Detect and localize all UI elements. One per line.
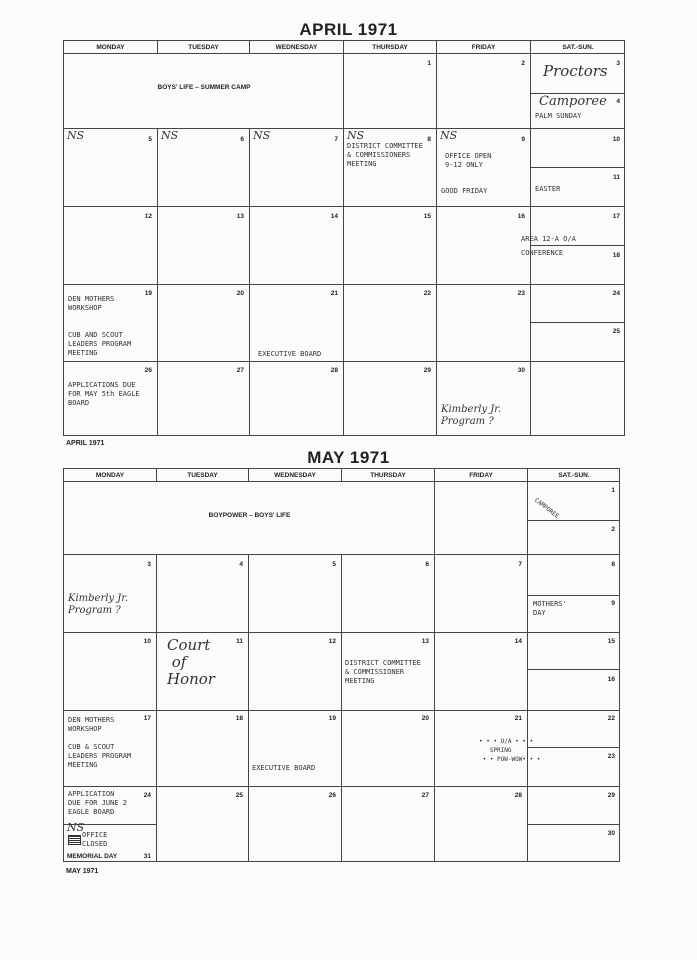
april-day-29 — [344, 362, 437, 436]
day-number: 10 — [143, 638, 151, 645]
april-day-20 — [158, 285, 250, 362]
day-number: 26 — [328, 792, 336, 799]
handwritten-proctors: Proctors — [543, 62, 608, 80]
ns-note: NS — [253, 129, 271, 142]
area-conference-note: AREA 12-A O/A — [521, 235, 576, 243]
ns-note: NS — [67, 821, 85, 834]
day-number: 31 — [143, 853, 151, 860]
may-day-24 — [64, 787, 157, 825]
april-day-8 — [344, 129, 437, 207]
april-day-14 — [250, 207, 344, 285]
april-day-25 — [531, 323, 625, 362]
may-day-28 — [435, 787, 528, 862]
day-number: 21 — [514, 715, 522, 722]
may-day-26 — [249, 787, 342, 862]
day-number: 7 — [334, 136, 338, 143]
april-day-16 — [437, 207, 531, 285]
may-day-22 — [528, 711, 620, 748]
may-day-29 — [528, 787, 620, 825]
palm-sunday-label: PALM SUNDAY — [535, 112, 582, 120]
may-day-27 — [342, 787, 435, 862]
handwritten-kimberly-program: Kimberly Jr. Program ? — [68, 593, 129, 616]
day-number: 28 — [514, 792, 522, 799]
applications-due-note: APPLICATIONS DUE FOR MAY 5th EAGLE BOARD — [68, 381, 140, 407]
day-number: 19 — [328, 715, 336, 722]
april-day-26 — [64, 362, 158, 436]
april-day-18 — [521, 246, 625, 285]
den-mothers-note: DEN MOTHERS WORKSHOP — [68, 295, 115, 312]
day-number: 22 — [607, 715, 615, 722]
april-empty-weekend — [531, 362, 625, 436]
day-number: 12 — [144, 213, 152, 220]
header-monday: MONDAY — [64, 41, 158, 54]
april-day-12 — [64, 207, 158, 285]
ns-note: NS — [440, 129, 458, 142]
office-open-note: OFFICE OPEN 9-12 ONLY — [445, 152, 492, 169]
header-tuesday: TUESDAY — [158, 41, 250, 54]
day-number: 5 — [148, 136, 152, 143]
april-day-2 — [437, 54, 531, 129]
header-friday: FRIDAY — [437, 41, 531, 54]
cub-scout-meeting-note: CUB AND SCOUT LEADERS PROGRAM MEETING — [68, 331, 132, 357]
april-day-4 — [531, 94, 625, 129]
day-number: 15 — [423, 213, 431, 220]
day-number: 9 — [611, 600, 615, 607]
executive-board-note: EXECUTIVE BOARD — [252, 764, 316, 772]
day-number: 22 — [423, 290, 431, 297]
day-number: 25 — [235, 792, 243, 799]
may-day-30 — [528, 825, 620, 862]
conference-label: CONFERENCE — [521, 249, 564, 257]
day-number: 2 — [611, 526, 615, 533]
ns-note: NS — [347, 129, 365, 142]
april-title: APRIL 1971 — [299, 20, 398, 39]
day-number: 3 — [616, 60, 620, 67]
camporee-note: CAMPOREE — [533, 496, 561, 521]
may-day-14 — [435, 633, 528, 711]
day-number: 25 — [612, 328, 620, 335]
handwritten-camporee: Camporee — [539, 94, 607, 109]
cub-scout-meeting-note: CUB & SCOUT LEADERS PROGRAM MEETING — [68, 743, 132, 769]
header-friday: FRIDAY — [435, 469, 528, 482]
header-wednesday: WEDNESDAY — [249, 469, 342, 482]
may-footer: MAY 1971 — [66, 868, 99, 875]
day-number: 10 — [612, 136, 620, 143]
ns-note: NS — [161, 129, 179, 142]
day-number: 16 — [517, 213, 525, 220]
application-due-note: APPLICATION DUE FOR JUNE 2 EAGLE BOARD — [68, 790, 128, 816]
day-number: 13 — [421, 638, 429, 645]
day-number: 29 — [607, 792, 615, 799]
may-day-10 — [64, 633, 157, 711]
day-number: 17 — [143, 715, 151, 722]
day-number: 27 — [421, 792, 429, 799]
day-number: 23 — [517, 290, 525, 297]
executive-board-note: EXECUTIVE BOARD — [258, 350, 322, 358]
may-empty-friday — [435, 482, 528, 555]
day-number: 20 — [236, 290, 244, 297]
may-day-18 — [157, 711, 249, 787]
day-number: 6 — [425, 561, 429, 568]
may-day-7 — [435, 555, 528, 633]
may-day-15 — [528, 633, 620, 670]
day-number: 1 — [427, 60, 431, 67]
day-number: 27 — [236, 367, 244, 374]
april-day-19 — [64, 285, 158, 362]
day-number: 11 — [613, 174, 620, 181]
may-day-9 — [528, 596, 620, 633]
day-number: 30 — [607, 830, 615, 837]
oa-spring-powwow-note: • • • O/A • • • SPRING • • POW-WOW• • • — [479, 738, 541, 763]
day-number: 16 — [607, 676, 615, 683]
april-calendar-grid — [63, 40, 625, 436]
may-title: MAY 1971 — [307, 448, 390, 467]
day-number: 18 — [612, 252, 620, 259]
district-meeting-note: DISTRICT COMMITTEE & COMMISSIONERS MEETING — [347, 142, 423, 168]
day-number: 4 — [239, 561, 243, 568]
mothers-day-label: MOTHERS' DAY — [533, 600, 567, 617]
header-sat-sun: SAT.-SUN. — [528, 469, 620, 482]
day-number: 20 — [421, 715, 429, 722]
day-number: 14 — [330, 213, 338, 220]
day-number: 21 — [330, 290, 338, 297]
april-day-24 — [531, 285, 625, 323]
header-tuesday: TUESDAY — [157, 469, 249, 482]
april-day-21 — [250, 285, 344, 362]
day-number: 11 — [236, 638, 243, 645]
april-day-9 — [437, 129, 531, 207]
may-day-25 — [157, 787, 249, 862]
april-day-3 — [531, 54, 625, 94]
day-number: 28 — [330, 367, 338, 374]
april-day-10 — [531, 129, 625, 168]
day-number: 23 — [607, 753, 615, 760]
april-day-11 — [531, 168, 625, 207]
office-closed-note: OFFICE CLOSED — [82, 831, 108, 848]
day-number: 9 — [521, 136, 525, 143]
may-day-12 — [249, 633, 342, 711]
may-day-31 — [64, 821, 157, 862]
day-number: 15 — [607, 638, 615, 645]
may-day-3 — [64, 555, 157, 633]
ns-note: NS — [67, 129, 85, 142]
may-day-5 — [249, 555, 342, 633]
header-thursday: THURSDAY — [342, 469, 435, 482]
april-day-13 — [158, 207, 250, 285]
header-sat-sun: SAT.-SUN. — [531, 41, 625, 54]
may-day-17 — [64, 711, 157, 787]
good-friday-label: GOOD FRIDAY — [441, 187, 488, 195]
day-number: 19 — [144, 290, 152, 297]
day-number: 1 — [611, 487, 615, 494]
april-banner-cell — [64, 54, 344, 129]
header-wednesday: WEDNESDAY — [250, 41, 344, 54]
april-day-7 — [250, 129, 344, 207]
flag-icon — [68, 835, 81, 845]
april-day-15 — [344, 207, 437, 285]
may-day-2 — [528, 521, 620, 555]
den-mothers-note: DEN MOTHERS WORKSHOP — [68, 716, 115, 733]
day-number: 12 — [328, 638, 336, 645]
handwritten-court-of-honor: Court of Honor — [167, 636, 215, 688]
day-number: 26 — [144, 367, 152, 374]
day-number: 3 — [147, 561, 151, 568]
day-number: 24 — [143, 792, 151, 799]
day-number: 17 — [612, 213, 620, 220]
may-day-21 — [435, 711, 541, 787]
may-day-4 — [157, 555, 249, 633]
april-day-23 — [437, 285, 531, 362]
handwritten-kimberly-program: Kimberly Jr. Program ? — [441, 404, 502, 427]
day-number: 6 — [240, 136, 244, 143]
april-banner: BOYS' LIFE – SUMMER CAMP — [157, 84, 251, 91]
day-number: 8 — [611, 561, 615, 568]
april-day-30 — [437, 362, 531, 436]
may-day-20 — [342, 711, 435, 787]
may-day-1 — [528, 482, 620, 521]
day-number: 8 — [427, 136, 431, 143]
easter-label: EASTER — [535, 185, 561, 193]
day-number: 5 — [332, 561, 336, 568]
may-day-6 — [342, 555, 435, 633]
day-number: 29 — [423, 367, 431, 374]
day-number: 24 — [612, 290, 620, 297]
may-calendar-grid — [63, 468, 620, 862]
day-number: 14 — [514, 638, 522, 645]
april-day-5 — [64, 129, 158, 207]
april-day-6 — [158, 129, 250, 207]
may-banner: BOYPOWER – BOYS' LIFE — [208, 512, 291, 519]
april-day-28 — [250, 362, 344, 436]
header-monday: MONDAY — [64, 469, 157, 482]
day-number: 7 — [518, 561, 522, 568]
may-banner-cell — [64, 482, 435, 555]
district-meeting-note: DISTRICT COMMITTEE & COMMISSIONER MEETING — [345, 659, 421, 685]
day-number: 13 — [236, 213, 244, 220]
may-day-16 — [528, 670, 620, 711]
day-number: 2 — [521, 60, 525, 67]
memorial-day-label: MEMORIAL DAY — [67, 853, 118, 860]
may-day-11 — [157, 633, 249, 711]
april-day-22 — [344, 285, 437, 362]
april-day-27 — [158, 362, 250, 436]
day-number: 4 — [616, 98, 620, 105]
may-day-8 — [528, 555, 620, 596]
may-day-19 — [249, 711, 342, 787]
may-day-23 — [528, 748, 620, 787]
april-day-1 — [344, 54, 437, 129]
day-number: 30 — [517, 367, 525, 374]
may-day-13 — [342, 633, 435, 711]
day-number: 18 — [235, 715, 243, 722]
header-thursday: THURSDAY — [344, 41, 437, 54]
april-footer: APRIL 1971 — [66, 440, 105, 447]
